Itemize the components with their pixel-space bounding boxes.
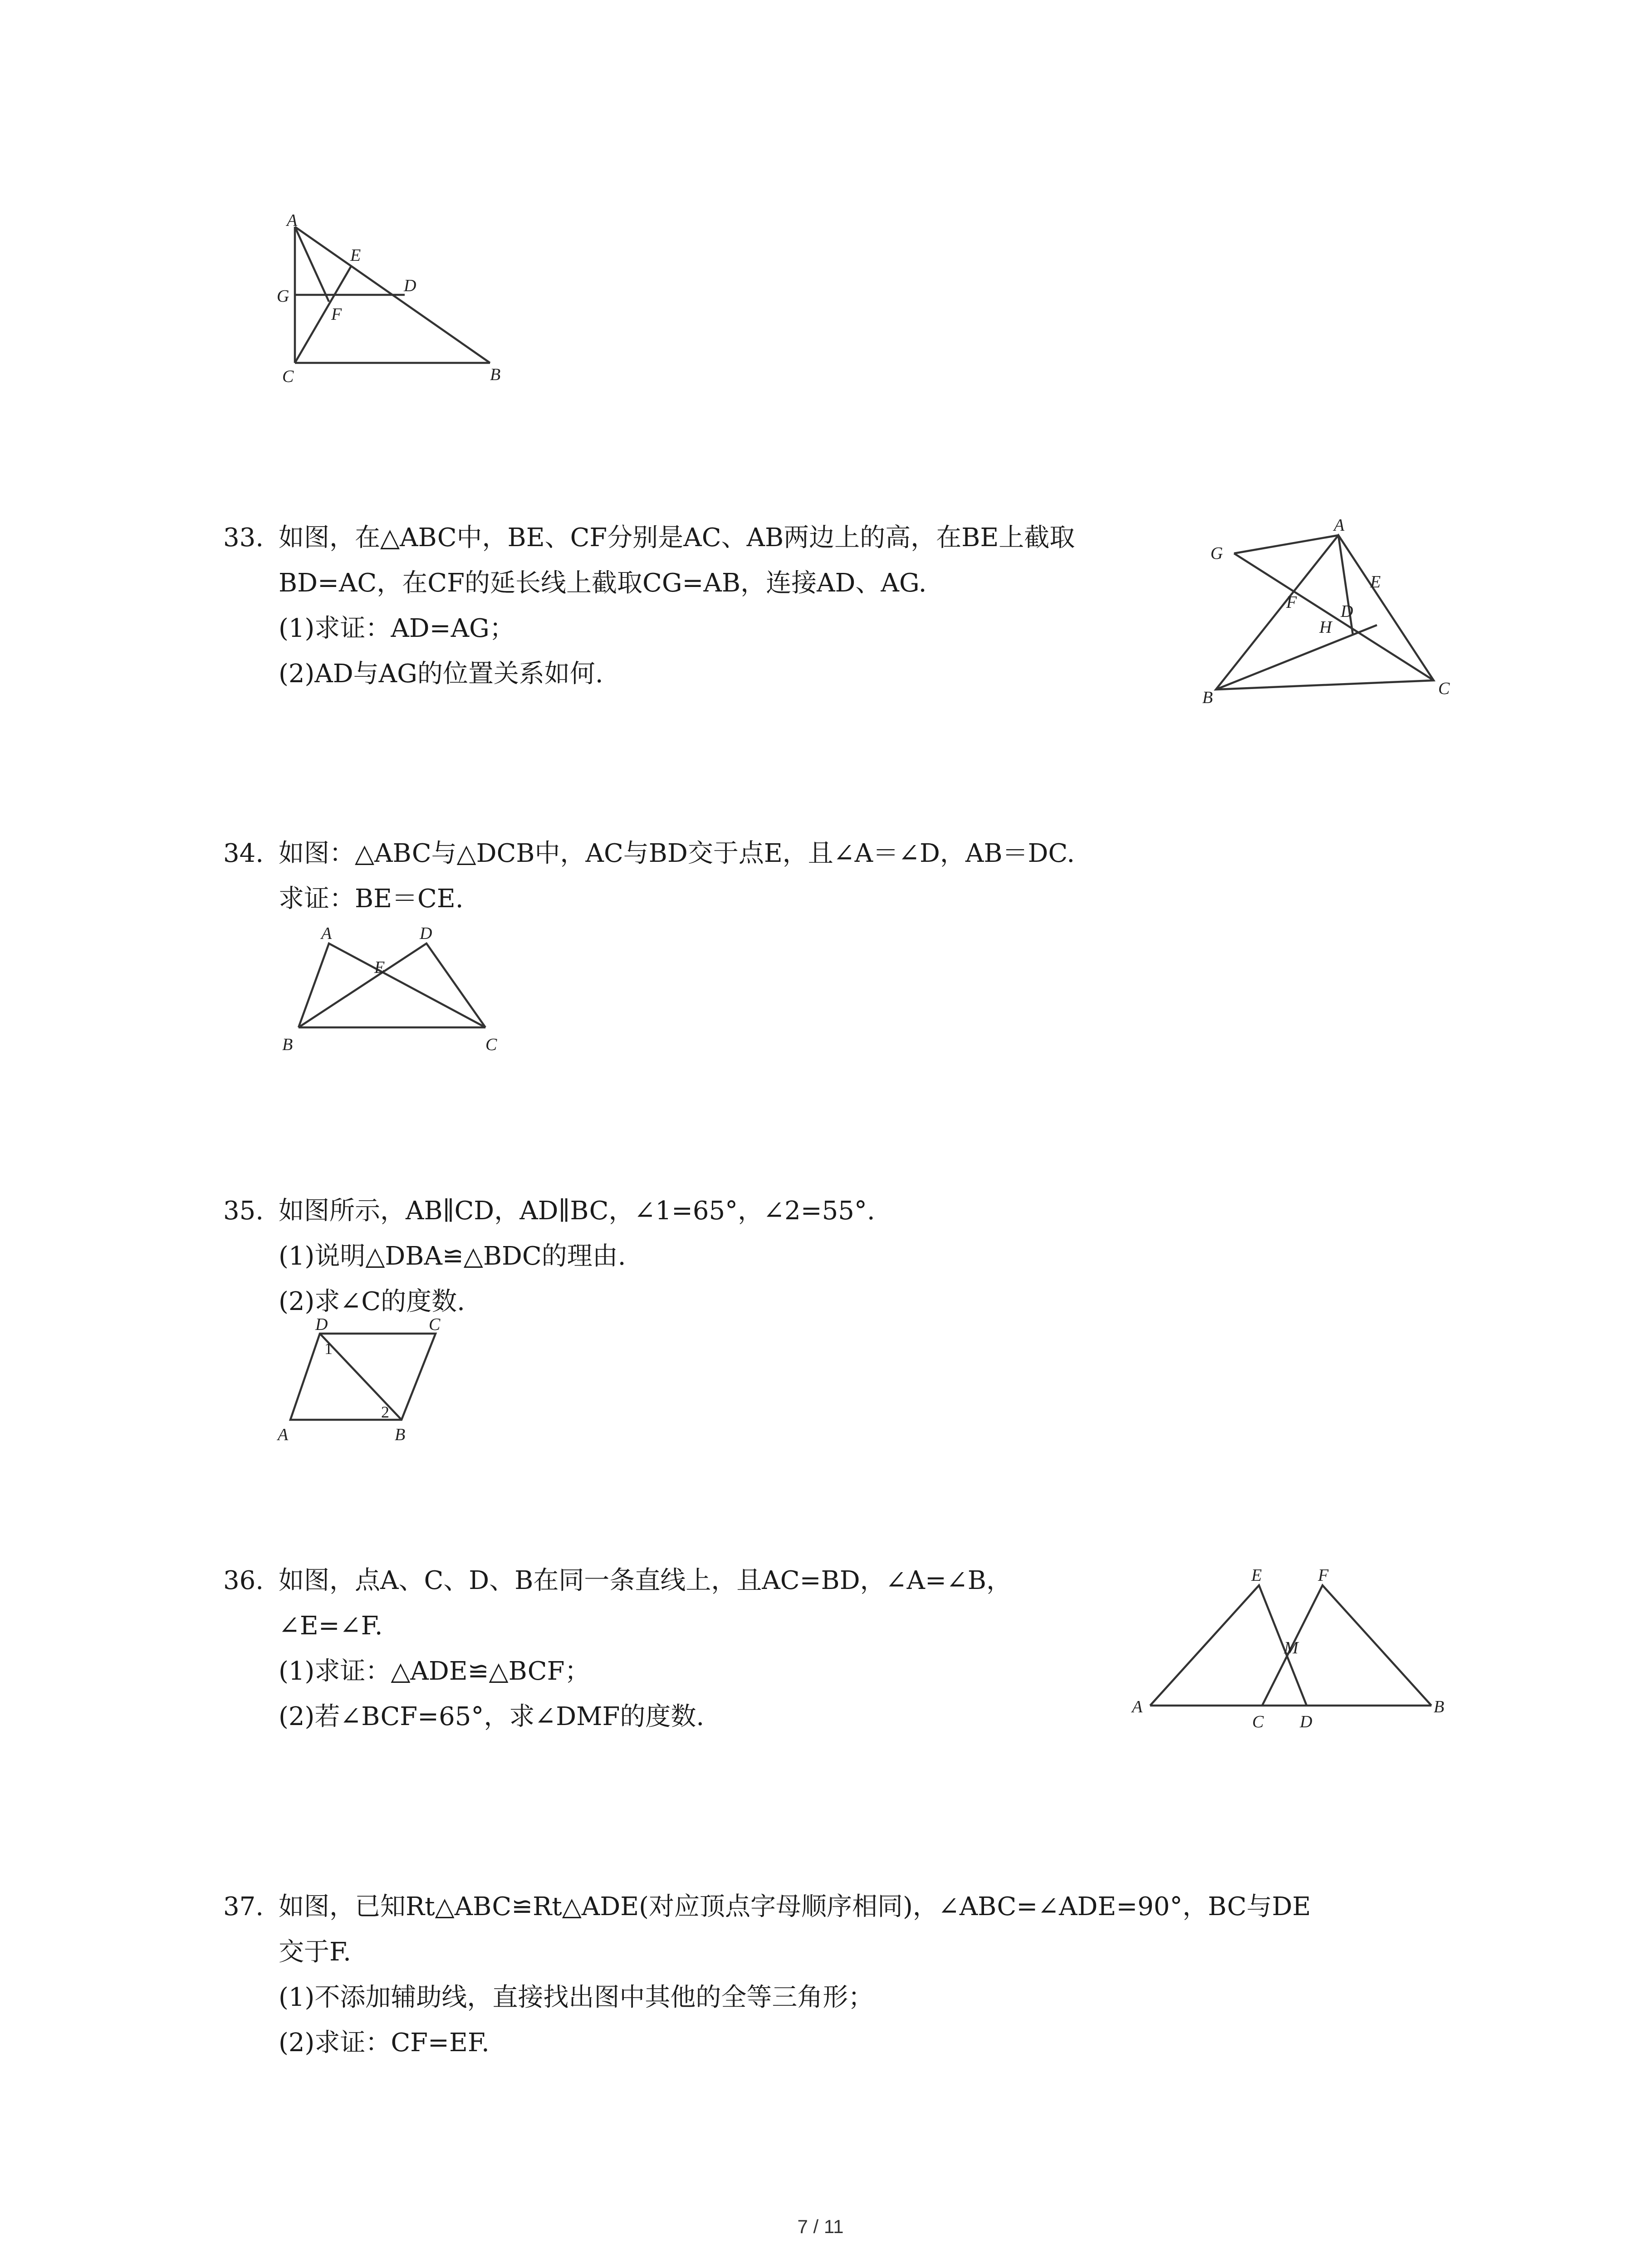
problem-subquestion: (1)求证：△ADE≌△BCF； — [279, 1657, 590, 1686]
problem-subquestion: (2)求证：CF=EF. — [279, 2028, 490, 2058]
problem-subquestion: (1)不添加辅助线，直接找出图中其他的全等三角形； — [279, 1983, 874, 2012]
label-d: D — [315, 1315, 328, 1334]
label-angle-1: 1 — [324, 1339, 333, 1358]
label-g: G — [1210, 544, 1223, 563]
label-c: C — [1252, 1712, 1264, 1731]
figure-triangle-abc-altitudes — [272, 213, 526, 395]
problem-subquestion: (2)求∠C的度数. — [279, 1287, 465, 1316]
label-h: H — [1319, 618, 1332, 637]
figure-triangles-ade-bcf — [1130, 1565, 1456, 1737]
label-a: A — [287, 213, 298, 230]
label-a: A — [321, 925, 332, 943]
figure-parallelogram-abcd — [272, 1315, 454, 1452]
problem-number: 35. — [223, 1196, 264, 1226]
label-b: B — [490, 365, 501, 384]
label-d: D — [404, 276, 416, 295]
label-c: C — [485, 1035, 497, 1054]
label-g: G — [277, 287, 289, 306]
problem-36 — [223, 1558, 1012, 1740]
label-b: B — [1202, 688, 1213, 707]
problem-number: 34. — [223, 839, 264, 868]
segment-ba-ac — [299, 943, 485, 1027]
problem-subquestion: (1)求证：AD=AG； — [279, 614, 515, 643]
label-e: E — [350, 246, 361, 265]
label-a: A — [1334, 516, 1345, 535]
problem-34 — [223, 831, 1075, 922]
segment-bd-dc — [299, 943, 485, 1027]
problem-text: 如图，在△ABC中，BE、CF分别是AC、AB两边上的高，在BE上截取 — [279, 523, 1075, 552]
parallelogram-abcd — [290, 1334, 436, 1420]
label-f: F — [1286, 593, 1297, 612]
problem-text: 如图，已知Rt△ABC≌Rt△ADE(对应顶点字母顺序相同)，∠ABC=∠ADE=90°，BC与DE — [279, 1892, 1311, 1921]
problem-text: 交于F. — [279, 1937, 351, 1967]
label-c: C — [282, 367, 294, 386]
label-b: B — [1434, 1697, 1445, 1716]
problem-subquestion: (1)说明△DBA≌△BDC的理由. — [279, 1242, 626, 1271]
label-d: D — [420, 925, 432, 943]
label-f: F — [1318, 1566, 1329, 1585]
page-number: 7 / 11 — [797, 2216, 844, 2237]
segment-ce — [295, 265, 352, 363]
label-d: D — [1341, 602, 1353, 621]
label-angle-2: 2 — [381, 1403, 389, 1421]
problem-number: 37. — [223, 1892, 264, 1921]
segment-ga — [1234, 535, 1338, 553]
label-e: E — [374, 958, 385, 977]
label-m: M — [1284, 1638, 1298, 1657]
problem-37 — [223, 1884, 1311, 2066]
problem-text: 求证：BE＝CE. — [279, 884, 464, 914]
segment-cg — [1234, 553, 1434, 680]
figure-triangle-abc-heights — [1189, 508, 1461, 708]
problem-text: 如图，点A、C、D、B在同一条直线上，且AC=BD，∠A=∠B， — [279, 1566, 1012, 1595]
problem-subquestion: (2)AD与AG的位置关系如何. — [279, 659, 603, 689]
label-a: A — [278, 1425, 289, 1444]
problem-text: BD=AC，在CF的延长线上截取CG=AB，连接AD、AG. — [279, 568, 927, 598]
problem-text: 如图所示，AB∥CD，AD∥BC，∠1=65°，∠2=55°. — [279, 1196, 875, 1226]
label-e: E — [1251, 1566, 1262, 1585]
label-c: C — [1438, 679, 1450, 698]
problem-text: ∠E=∠F. — [279, 1611, 383, 1641]
label-b: B — [282, 1035, 293, 1054]
segment-ae-ed — [1150, 1585, 1307, 1706]
figure-two-triangles-bc — [272, 925, 508, 1061]
problem-35 — [223, 1188, 875, 1325]
label-f: F — [331, 305, 342, 324]
problem-text: 如图：△ABC与△DCB中，AC与BD交于点E，且∠A＝∠D，AB＝DC. — [279, 839, 1075, 868]
triangle-abc — [1216, 535, 1434, 689]
label-d: D — [1300, 1712, 1313, 1731]
problem-subquestion: (2)若∠BCF=65°，求∠DMF的度数. — [279, 1702, 705, 1731]
problem-number: 36. — [223, 1566, 264, 1595]
label-b: B — [395, 1425, 406, 1444]
problem-number: 33. — [223, 523, 264, 552]
label-a: A — [1132, 1697, 1143, 1716]
label-e: E — [1370, 572, 1381, 591]
problem-33 — [223, 515, 1075, 697]
label-c: C — [429, 1315, 441, 1334]
